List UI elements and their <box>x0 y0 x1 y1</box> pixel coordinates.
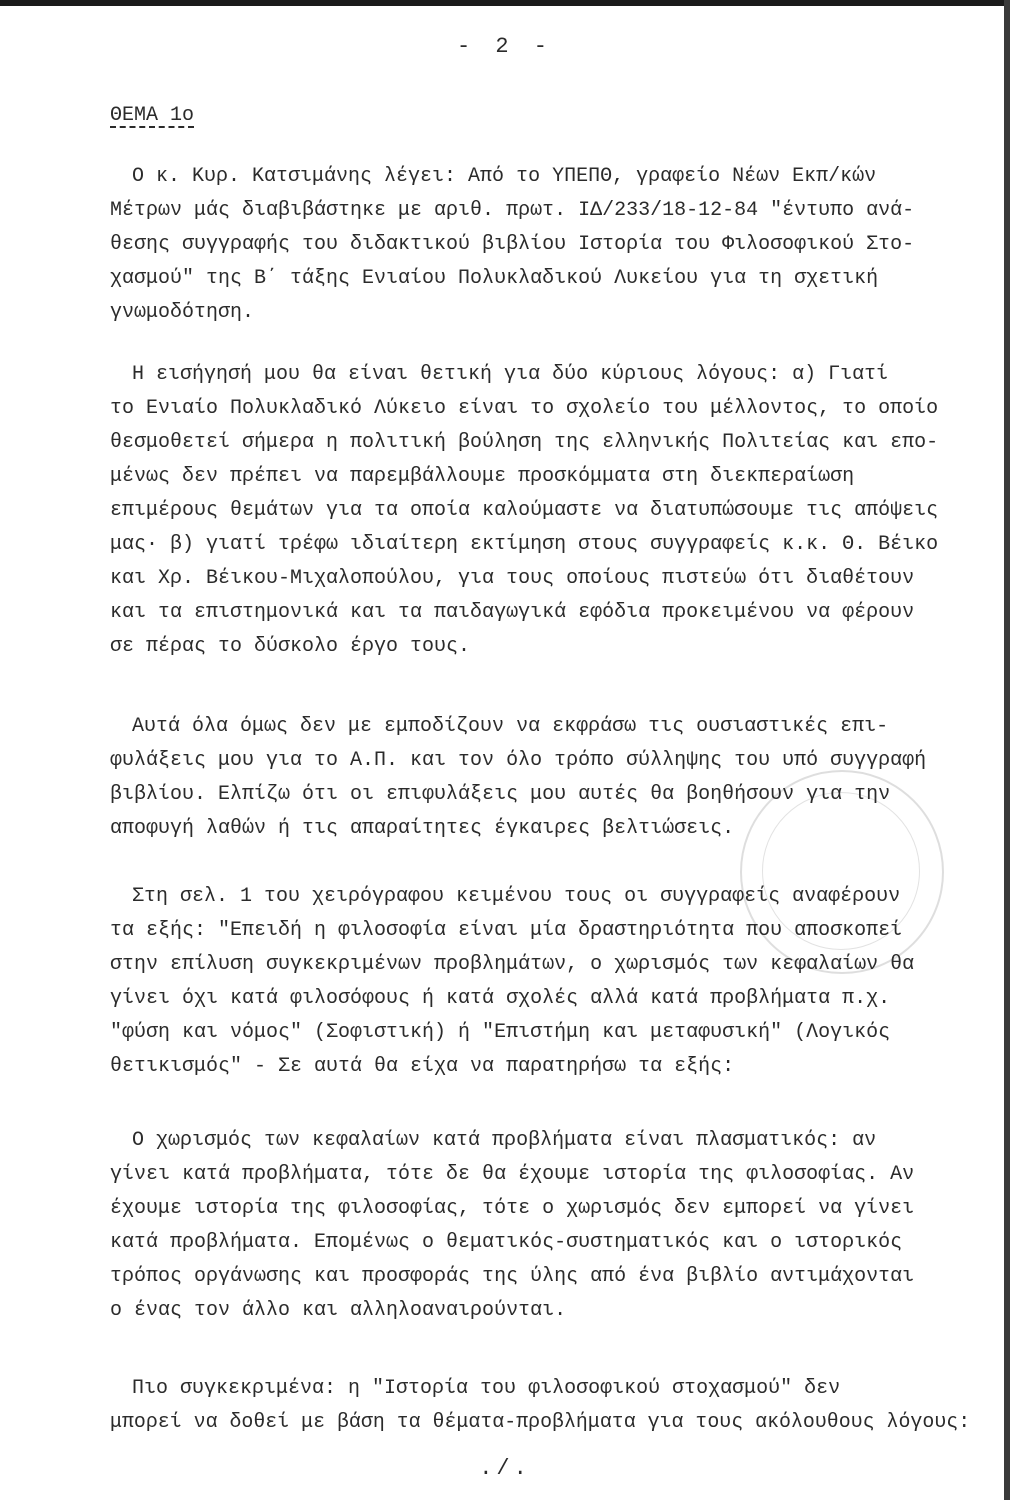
text-line: έχουμε ιστορία της φιλοσοφίας, τότε ο χωρισμός δεν εμπορεί να γίνει <box>110 1197 915 1220</box>
text-line: βιβλίου. Ελπίζω ότι οι επιφυλάξεις μου αυτές θα βοηθήσουν για την <box>110 783 891 806</box>
text-line: γίνει κατά προβλήματα, τότε δε θα έχουμε ιστορία της φιλοσοφίας. Αν <box>110 1163 915 1186</box>
paragraph-2 <box>110 358 970 664</box>
text-line: Στη σελ. 1 του χειρόγραφου κειμένου τους οι συγγραφείς αναφέρουν <box>132 885 901 908</box>
text-line: μας· β) γιατί τρέφω ιδιαίτερη εκτίμηση στους συγγραφείς κ.κ. Θ. Βέικο <box>110 533 939 556</box>
text-line: θεσμοθετεί σήμερα η πολιτική βούληση της ελληνικής Πολιτείας και επο- <box>110 431 939 454</box>
text-line: γνωμοδότηση. <box>110 301 255 324</box>
text-line: τα εξής: "Επειδή η φιλοσοφία είναι μία δραστηριότητα που αποσκοπεί <box>110 919 903 942</box>
paragraph-6 <box>110 1372 970 1440</box>
text-line: χασμού" της Β΄ τάξης Ενιαίου Πολυκλαδικού Λυκείου για τη σχετική <box>110 267 879 290</box>
paragraph-3 <box>110 710 970 846</box>
text-line: μπορεί να δοθεί με βάση τα θέματα-προβλήματα για τους ακόλουθους λόγους: <box>110 1411 971 1434</box>
page-top-edge <box>0 0 1010 6</box>
page-number: - 2 - <box>456 34 553 59</box>
text-line: το Ενιαίο Πολυκλαδικό Λύκειο είναι το σχολείο του μέλλοντος, το οποίο <box>110 397 939 420</box>
text-line: σε πέρας το δύσκολο έργο τους. <box>110 635 471 658</box>
text-line: κατά προβλήματα. Επομένως ο θεματικός-συστηματικός και ο ιστορικός <box>110 1231 903 1254</box>
text-line: Αυτά όλα όμως δεν με εμποδίζουν να εκφράσω τις ουσιαστικές επι- <box>132 715 889 738</box>
text-line: και Χρ. Βέικου-Μιχαλοπούλου, για τους οποίους πιστεύω ότι διαθέτουν <box>110 567 915 590</box>
text-line: αποφυγή λαθών ή τις απαραίτητες έγκαιρες βελτιώσεις. <box>110 817 735 840</box>
text-line: φυλάξεις μου για το Α.Π. και τον όλο τρόπο σύλληψης του υπό συγγραφή <box>110 749 927 772</box>
text-line: ο ένας τον άλλο και αλληλοαναιρούνται. <box>110 1299 567 1322</box>
text-line: θετικισμός" - Σε αυτά θα είχα να παρατηρήσω τα εξής: <box>110 1055 735 1078</box>
paragraph-4 <box>110 880 970 1084</box>
paragraph-1 <box>110 160 970 330</box>
text-line: Μέτρων μάς διαβιβάστηκε με αριθ. πρωτ. ΙΔ/233/18-12-84 "έντυπο ανά- <box>110 199 915 222</box>
text-line: επιμέρους θεμάτων για τα οποία καλούμαστε να διατυπώσουμε τις απόψεις <box>110 499 939 522</box>
text-line: θεσης συγγραφής του διδακτικού βιβλίου Ιστορία του Φιλοσοφικού Στο- <box>110 233 915 256</box>
text-line: "φύση και νόμος" (Σοφιστική) ή "Επιστήμη και μεταφυσική" (Λογικός <box>110 1021 891 1044</box>
page-right-edge <box>1004 0 1010 1500</box>
text-line: και τα επιστημονικά και τα παιδαγωγικά εφόδια προκειμένου να φέρουν <box>110 601 915 624</box>
text-line: τρόπος οργάνωσης και προσφοράς της ύλης από ένα βιβλίο αντιμάχονται <box>110 1265 915 1288</box>
text-line: γίνει όχι κατά φιλοσόφους ή κατά σχολές αλλά κατά προβλήματα π.χ. <box>110 987 891 1010</box>
paragraph-5 <box>110 1124 970 1328</box>
text-line: Ο χωρισμός των κεφαλαίων κατά προβλήματα είναι πλασματικός: αν <box>132 1129 877 1152</box>
text-line: μένως δεν πρέπει να παρεμβάλλουμε προσκόμματα στη διεκπεραίωση <box>110 465 855 488</box>
continuation-mark: ./. <box>479 1456 531 1481</box>
text-line: Πιο συγκεκριμένα: η "Ιστορία του φιλοσοφικού στοχασμού" δεν <box>132 1377 841 1400</box>
text-line: Η εισήγησή μου θα είναι θετική για δύο κύριους λόγους: α) Γιατί <box>132 363 889 386</box>
theme-title: ΘΕΜΑ 1ο <box>110 104 195 127</box>
text-line: Ο κ. Κυρ. Κατσιμάνης λέγει: Από το ΥΠΕΠΘ, γραφείο Νέων Εκπ/κών <box>132 165 877 188</box>
text-line: στην επίλυση συγκεκριμένων προβλημάτων, ο χωρισμός των κεφαλαίων θα <box>110 953 915 976</box>
